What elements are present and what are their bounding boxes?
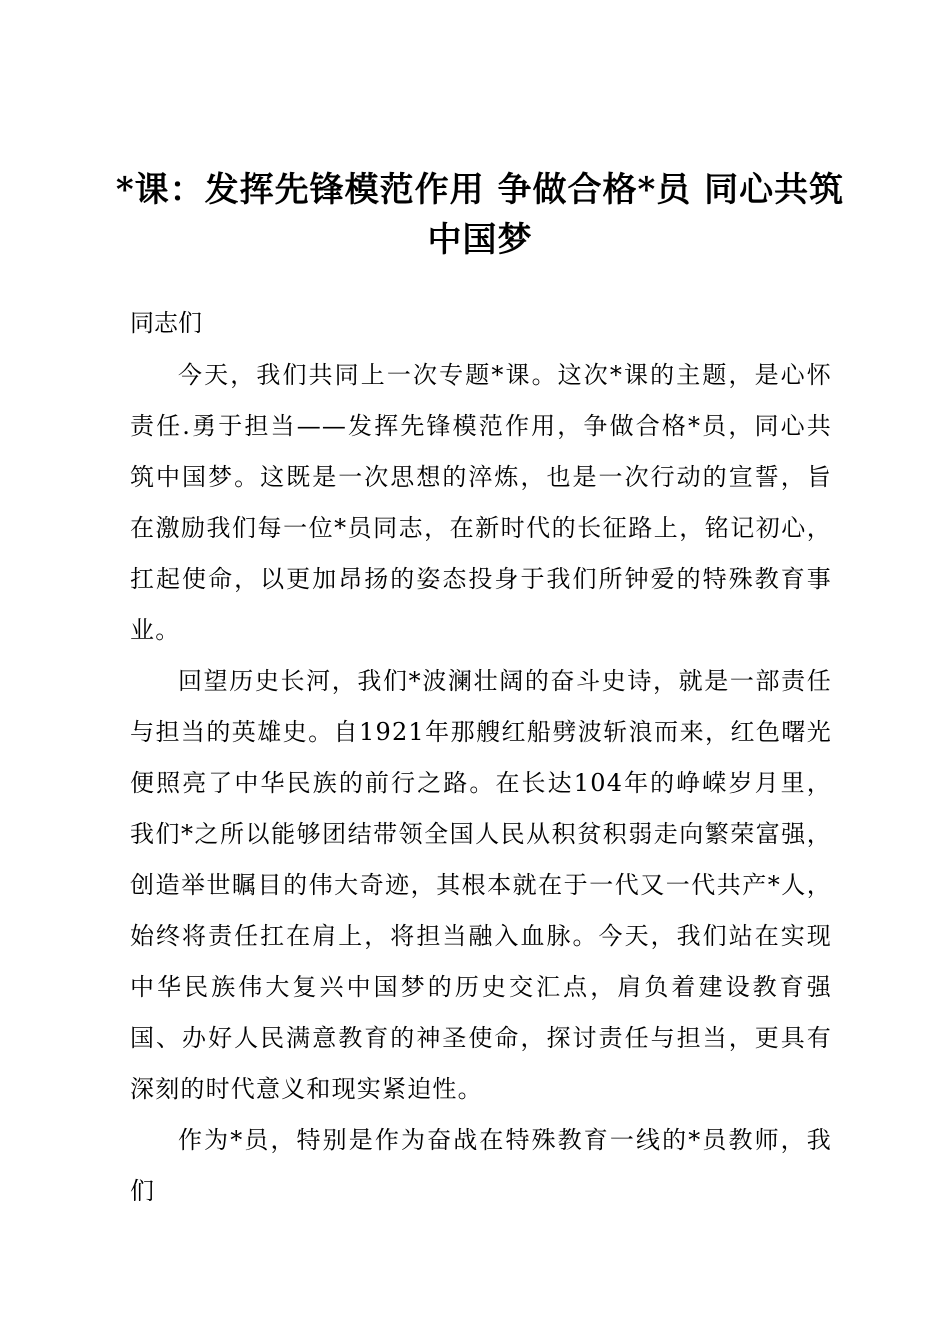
document-title: *课：发挥先锋模范作用 争做合格*员 同心共筑中国梦: [115, 170, 845, 260]
document-body: [130, 350, 832, 1217]
paragraph-intro: 今天，我们共同上一次专题*课。这次*课的主题，是心怀责任.勇于担当——发挥先锋模范作用，争做合格*员，同心共筑中国梦。这既是一次思想的淬炼，也是一次行动的宣誓，旨在激励我们每一位*员同志，在新时代的长征路上，铭记初心，扛起使命，以更加昂扬的姿态投身于我们所钟爱的特殊教育事业。: [130, 361, 832, 644]
salutation: 同志们: [130, 309, 202, 337]
paragraph-history: 回望历史长河，我们*波澜壮阔的奋斗史诗，就是一部责任与担当的英雄史。自1921年那艘红船劈波斩浪而来，红色曙光便照亮了中华民族的前行之路。在长达104年的峥嵘岁月里，我们*之所以能够团结带领全国人民从积贫积弱走向繁荣富强，创造举世瞩目的伟大奇迹，其根本就在于一代又一代共产*人，始终将责任扛在肩上，将担当融入血脉。今天，我们站在实现中华民族伟大复兴中国梦的历史交汇点，肩负着建设教育强国、办好人民满意教育的神圣使命，探讨责任与担当，更具有深刻的时代意义和现实紧迫性。: [130, 667, 832, 1103]
paragraph-role: 作为*员，特别是作为奋战在特殊教育一线的*员教师，我们: [130, 1126, 832, 1205]
